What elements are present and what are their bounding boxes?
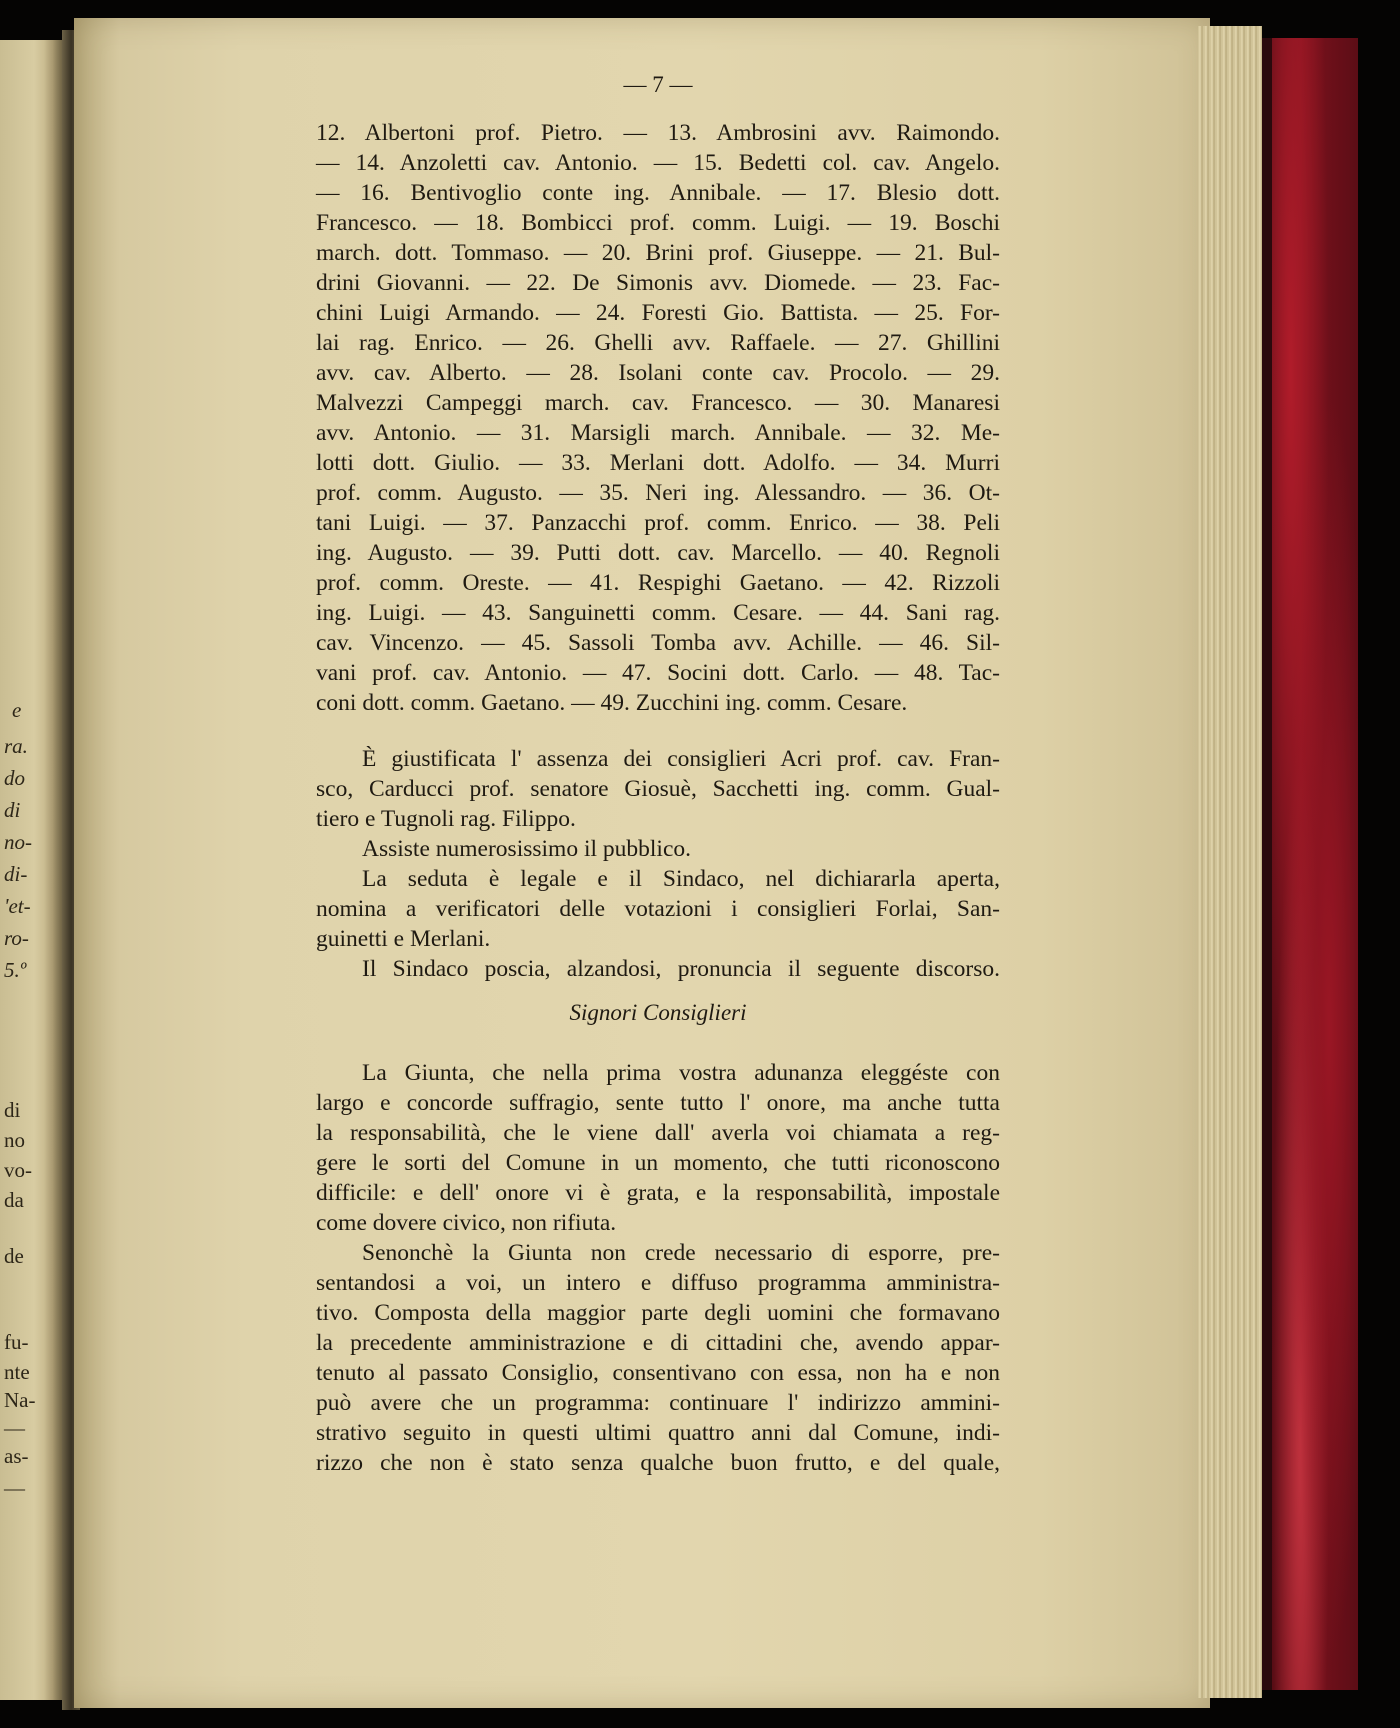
left-fragment: di (4, 798, 21, 822)
text-line: Malvezzi Campeggi march. cav. Francesco. — 30. Manaresi (316, 390, 1000, 416)
left-fragment: no- (4, 830, 32, 854)
left-fragment: fu- (4, 1330, 29, 1354)
left-fragment: e (12, 698, 22, 722)
left-fragment: da (4, 1188, 24, 1212)
text-line: nomina a verificatori delle votazioni i consiglieri Forlai, San- (316, 896, 1000, 922)
text-line: lai rag. Enrico. — 26. Ghelli avv. Raffaele. — 27. Ghillini (316, 330, 1000, 356)
text-line: 12. Albertoni prof. Pietro. — 13. Ambrosini avv. Raimondo. (316, 120, 1000, 146)
text-line: avv. cav. Alberto. — 28. Isolani conte cav. Procolo. — 29. (316, 360, 1000, 386)
text-line: ing. Luigi. — 43. Sanguinetti comm. Cesare. — 44. Sani rag. (316, 600, 1000, 626)
text-line: guinetti e Merlani. (316, 926, 491, 952)
left-fragment: 5.º (4, 958, 27, 982)
text-line: prof. comm. Augusto. — 35. Neri ing. Alessandro. — 36. Ot- (316, 480, 1000, 506)
text-line: lotti dott. Giulio. — 33. Merlani dott. Adolfo. — 34. Murri (316, 450, 1000, 476)
text-line: avv. Antonio. — 31. Marsigli march. Annibale. — 32. Me- (316, 420, 1000, 446)
left-fragment: ro- (4, 926, 29, 950)
left-fragment: di- (4, 862, 28, 886)
text-line: strativo seguito in questi ultimi quattro anni dal Comune, indi- (316, 1420, 1000, 1446)
text-line: march. dott. Tommaso. — 20. Brini prof. Giuseppe. — 21. Bul- (316, 240, 1000, 266)
text-line: tenuto al passato Consiglio, consentivano con essa, non ha e non (316, 1360, 1000, 1386)
text-line: sco, Carducci prof. senatore Giosuè, Sacchetti ing. comm. Gual- (316, 776, 1000, 802)
left-fragment: de (4, 1244, 24, 1268)
text-line: — 16. Bentivoglio conte ing. Annibale. — 17. Blesio dott. (316, 180, 1000, 206)
page-edges (1198, 26, 1262, 1698)
red-marbled-cover (1262, 38, 1358, 1690)
text-line: Francesco. — 18. Bombicci prof. comm. Luigi. — 19. Boschi (316, 210, 1000, 236)
text-line: drini Giovanni. — 22. De Simonis avv. Diomede. — 23. Fac- (316, 270, 1000, 296)
text-line: rizzo che non è stato senza qualche buon frutto, e del quale, (316, 1450, 1000, 1476)
text-line: prof. comm. Oreste. — 41. Respighi Gaetano. — 42. Rizzoli (316, 570, 1000, 596)
text-line: la precedente amministrazione e di cittadini che, avendo appar- (316, 1330, 1000, 1356)
text-line: vani prof. cav. Antonio. — 47. Socini dott. Carlo. — 48. Tac- (316, 660, 1000, 686)
left-fragment: Na- (4, 1388, 36, 1412)
text-line: la responsabilità, che le viene dall' averla voi chiamata a reg- (316, 1120, 1000, 1146)
text-line: gere le sorti del Comune in un momento, che tutti riconoscono (316, 1150, 1000, 1176)
page-number: — 7 — (623, 72, 693, 97)
text-line: ing. Augusto. — 39. Putti dott. cav. Marcello. — 40. Regnoli (316, 540, 1000, 566)
left-fragment: ra. (4, 734, 28, 758)
text-line: come dovere civico, non rifiuta. (316, 1210, 617, 1236)
text-line: Il Sindaco poscia, alzandosi, pronuncia il seguente discorso. (362, 956, 1000, 982)
text-line: Senonchè la Giunta non crede necessario di esporre, pre- (362, 1240, 1000, 1266)
left-fragment: no (4, 1128, 25, 1152)
text-line: coni dott. comm. Gaetano. — 49. Zucchini ing. comm. Cesare. (316, 690, 908, 716)
text-line: cav. Vincenzo. — 45. Sassoli Tomba avv. Achille. — 46. Sil- (316, 630, 1000, 656)
text-line: Assiste numerosissimo il pubblico. (362, 836, 691, 862)
left-fragment: 'et- (4, 894, 31, 918)
text-line: La seduta è legale e il Sindaco, nel dichiararla aperta, (362, 866, 1000, 892)
text-line: può avere che un programma: continuare l' indirizzo ammini- (316, 1390, 1000, 1416)
left-fragment: do (4, 766, 25, 790)
text-line: — 14. Anzoletti cav. Antonio. — 15. Bedetti col. cav. Angelo. (316, 150, 1000, 176)
text-line: largo e concorde suffragio, sente tutto l' onore, ma anche tutta (316, 1090, 1000, 1116)
text-line: tiero e Tugnoli rag. Filippo. (316, 806, 576, 832)
left-fragment: — (4, 1416, 25, 1440)
text-line: È giustificata l' assenza dei consiglieri Acri prof. cav. Fran- (362, 746, 1000, 772)
left-fragment: — (4, 1476, 25, 1500)
left-fragment: vo- (4, 1158, 32, 1182)
text-line: tani Luigi. — 37. Panzacchi prof. comm. Enrico. — 38. Peli (316, 510, 1000, 536)
left-fragment: nte (4, 1360, 30, 1384)
speech-heading: Signori Consiglieri (569, 1000, 747, 1025)
previous-page-fragment (0, 40, 62, 1700)
text-line: chini Luigi Armando. — 24. Foresti Gio. Battista. — 25. For- (316, 300, 1000, 326)
text-line: La Giunta, che nella prima vostra adunanza eleggéste con (362, 1060, 1000, 1086)
gutter-shadow (44, 40, 62, 1700)
cover-edge (1262, 38, 1272, 1690)
text-line: tivo. Composta della maggior parte degli uomini che formavano (316, 1300, 1000, 1326)
left-fragment: di (4, 1098, 21, 1122)
text-line: difficile: e dell' onore vi è grata, e la responsabilità, impostale (316, 1180, 1000, 1206)
left-fragment: as- (4, 1444, 29, 1468)
text-line: sentandosi a voi, un intero e diffuso programma amministra- (316, 1270, 1000, 1296)
